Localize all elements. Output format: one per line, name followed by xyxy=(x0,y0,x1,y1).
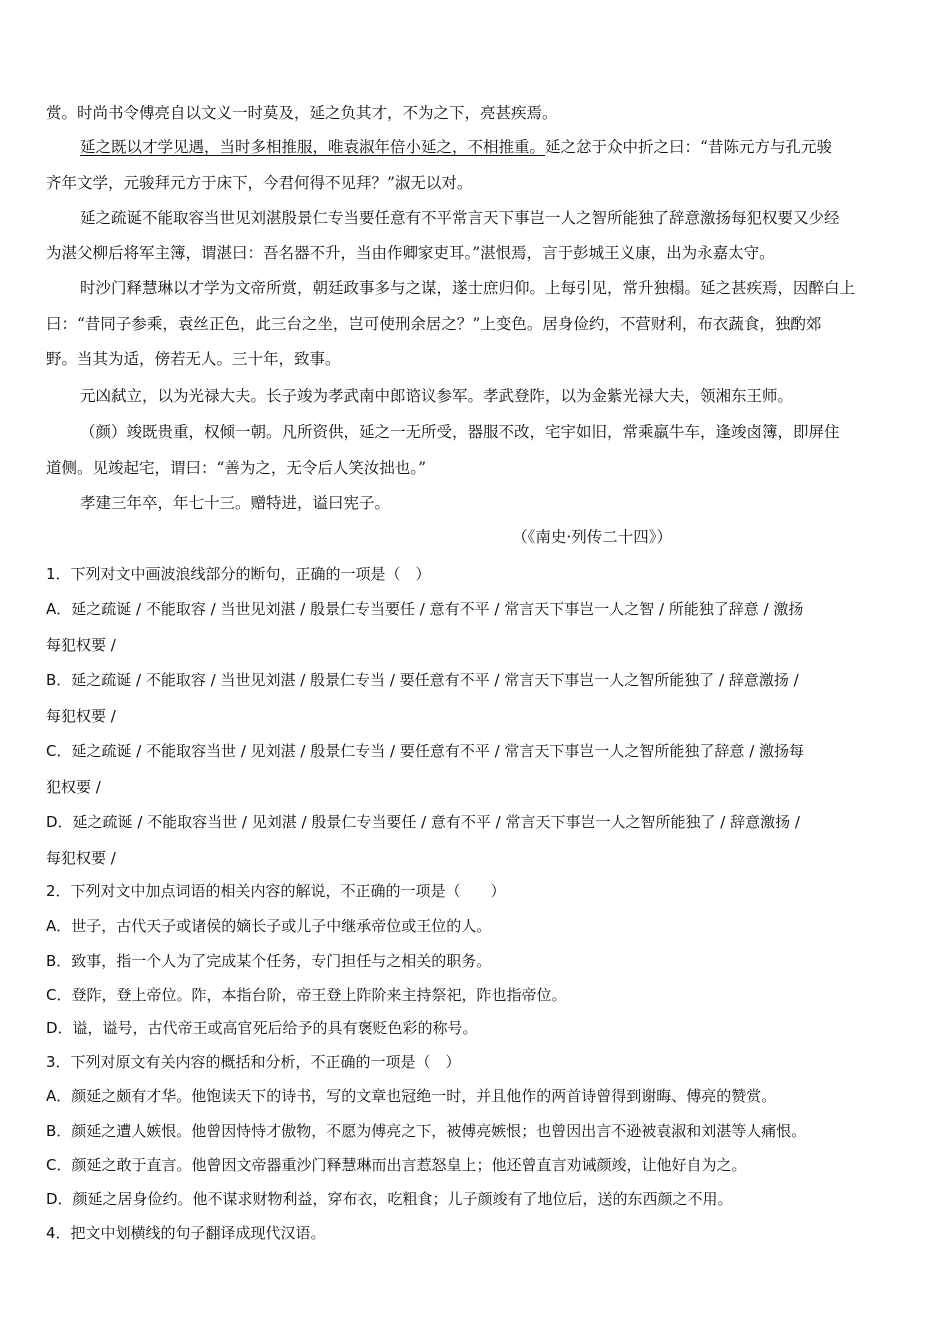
question-1: 1．下列对文中画波浪线部分的断句，正确的一项是（ ） xyxy=(46,565,431,583)
option-1a: A．延之疏诞 / 不能取容 / 当世见刘湛 / 殷景仁专当要任 / 意有不平 / 常言天下事岂一人之智 / 所能独了辞意 / 激扬 xyxy=(46,600,804,618)
source-citation: （《南史·列传二十四》） xyxy=(512,528,672,546)
option-2c: C．登阼，登上帝位。阼，本指台阶，帝王登上阼阶来主持祭祀，阼也指帝位。 xyxy=(46,986,567,1004)
passage-line: 赏。时尚书令傅亮自以文义一时莫及，延之负其才，不为之下，亮甚疾焉。 xyxy=(46,104,558,122)
underlined-sentence: 延之既以才学见遇，当时多相推服，唯袁淑年倍小延之，不相推重。 xyxy=(80,138,546,156)
passage-line: 野。当其为适，傍若无人。三十年，致事。 xyxy=(46,350,341,368)
passage-line: 为湛父柳后将军主簿，谓湛曰：吾名器不升，当由作卿家吏耳。”湛恨焉，言于彭城王义康，出为永嘉太守。 xyxy=(46,244,775,262)
question-3: 3．下列对原文有关内容的概括和分析，不正确的一项是（ ） xyxy=(46,1053,461,1071)
option-3b: B．颜延之遭人嫉恨。他曾因恃恃才傲物，不愿为傅亮之下，被傅亮嫉恨；也曾因出言不逊被袁淑和刘湛等人痛恨。 xyxy=(46,1122,807,1140)
passage-line: 时沙门释慧琳以才学为文帝所赏，朝廷政事多与之谋，遂士庶归仰。上每引见，常升独榻。延之甚疾焉，因醉白上 xyxy=(80,279,856,297)
option-3a: A．颜延之颇有才华。他饱读天下的诗书，写的文章也冠绝一时，并且他作的两首诗曾得到谢晦、傅亮的赞赏。 xyxy=(46,1087,777,1105)
option-3d: D．颜延之居身俭约。他不谋求财物利益，穿布衣，吃粗食；儿子颜竣有了地位后，送的东西颜之不用。 xyxy=(46,1190,733,1208)
passage-line xyxy=(80,136,908,158)
passage-line: 齐年文学，元骏拜元方于床下，今君何得不见拜？”淑无以对。 xyxy=(46,174,473,192)
option-1b-cont: 每犯权要 / xyxy=(46,707,116,725)
passage-text: 延之忿于众中折之曰：“昔陈元方与孔元骏 xyxy=(545,138,832,156)
option-2a: A．世子，古代天子或诸侯的嫡长子或儿子中继承帝位或王位的人。 xyxy=(46,917,492,935)
option-2b: B．致事，指一个人为了完成某个任务，专门担任与之相关的职务。 xyxy=(46,952,492,970)
passage-line: 元凶弑立，以为光禄大夫。长子竣为孝武南中郎谘议参军。孝武登阼，以为金紫光禄大夫，领湘东王师。 xyxy=(80,387,794,405)
option-1a-cont: 每犯权要 / xyxy=(46,636,116,654)
question-4: 4．把文中划横线的句子翻译成现代汉语。 xyxy=(46,1224,326,1242)
passage-line: 曰：“昔同子参乘，袁丝正色，此三台之坐，岂可使刑余居之？”上变色。居身俭约，不营财利，布衣蔬食，独酌郊 xyxy=(46,315,822,333)
option-1d-cont: 每犯权要 / xyxy=(46,849,116,867)
question-2: 2．下列对文中加点词语的相关内容的解说，不正确的一项是（ ） xyxy=(46,882,506,900)
option-1c: C．延之疏诞 / 不能取容当世 / 见刘湛 / 殷景仁专当 / 要任意有不平 / 常言天下事岂一人之智所能独了辞意 / 激扬每 xyxy=(46,742,805,760)
option-1b: B．延之疏诞 / 不能取容 / 当世见刘湛 / 殷景仁专当 / 要任意有不平 / 常言天下事岂一人之智所能独了 / 辞意激扬 / xyxy=(46,671,799,689)
option-3c: C．颜延之敢于直言。他曾因文帝器重沙门释慧琳而出言惹怒皇上；他还曾直言劝诫颜竣，让他好自为之。 xyxy=(46,1156,747,1174)
passage-line-wavy: 延之疏诞不能取容当世见刘湛殷景仁专当要任意有不平常言天下事岂一人之智所能独了辞意激扬每犯权要又少经 xyxy=(80,209,840,227)
option-1c-cont: 犯权要 / xyxy=(46,778,101,796)
passage-line: 孝建三年卒，年七十三。赠特进，谥曰宪子。 xyxy=(80,494,391,512)
option-1d: D．延之疏诞 / 不能取容当世 / 见刘湛 / 殷景仁专当要任 / 意有不平 / 常言天下事岂一人之智所能独了 / 辞意激扬 / xyxy=(46,813,800,831)
option-2d: D．谥，谥号，古代帝王或高官死后给予的具有褒贬色彩的称号。 xyxy=(46,1019,478,1037)
passage-line: （颜）竣既贵重，权倾一朝。凡所资供，延之一无所受，器服不改，宅宇如旧，常乘羸牛车，逢竣卤簿，即屏住 xyxy=(80,423,840,441)
passage-line: 道侧。见竣起宅，谓曰：“善为之，无令后人笑汝拙也。” xyxy=(46,459,427,477)
